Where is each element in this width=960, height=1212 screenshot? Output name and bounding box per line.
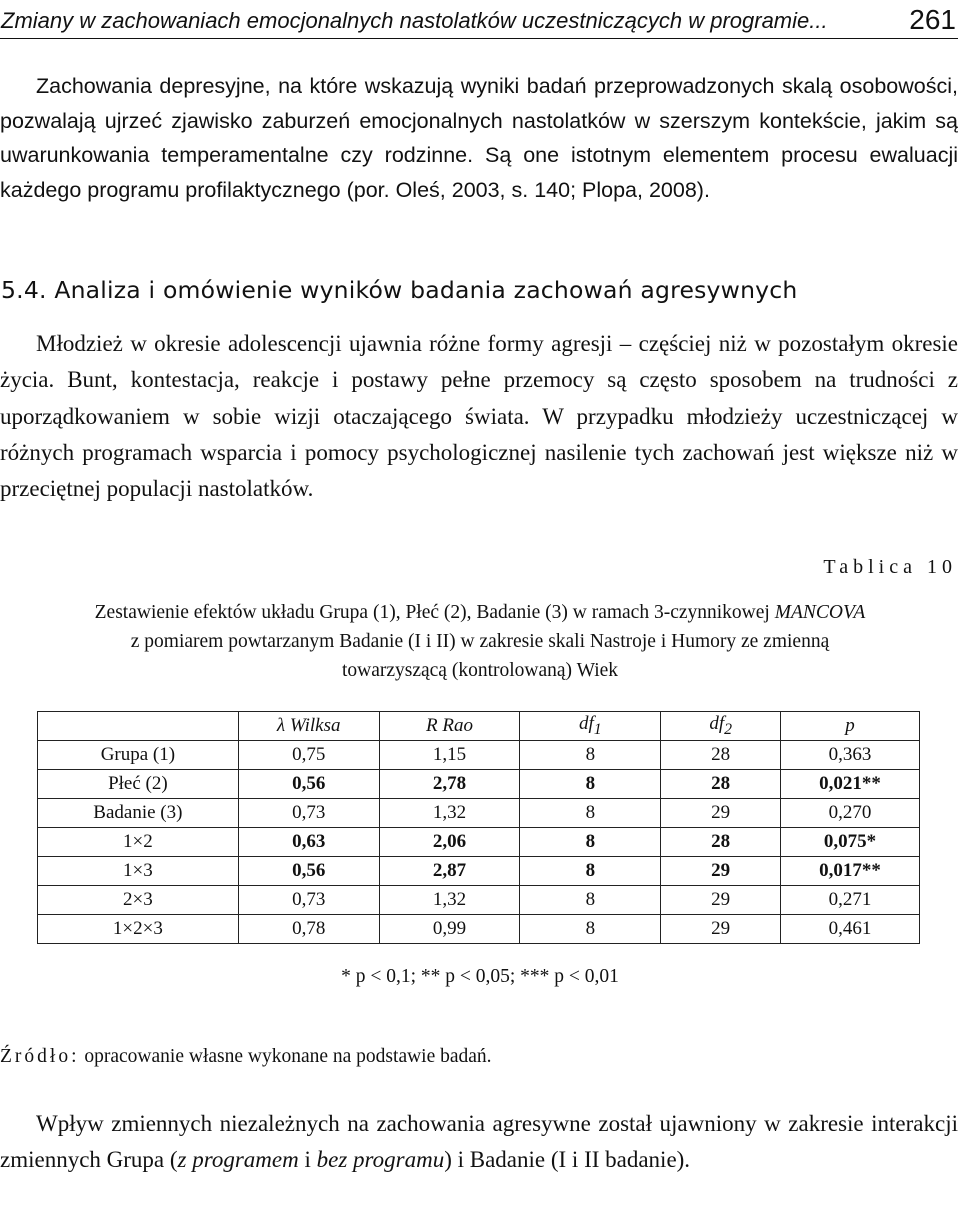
- row-label-cell: 1×2×3: [38, 915, 239, 944]
- table-cell-p: 0,363: [781, 741, 920, 770]
- table-row: [38, 741, 920, 770]
- closing-paragraph: [0, 1106, 958, 1179]
- section-paragraph-block: [0, 326, 958, 507]
- results-table: [37, 711, 920, 944]
- table-cell-wilks: 0,73: [238, 886, 379, 915]
- table-cell-df2: 28: [661, 828, 781, 857]
- table-row: [38, 828, 920, 857]
- table-cell-df2: 28: [661, 741, 781, 770]
- table-cell-rao: 0,99: [379, 915, 520, 944]
- table-cell-wilks: 0,75: [238, 741, 379, 770]
- table-source: [0, 1046, 492, 1068]
- header-p: p: [781, 712, 920, 741]
- row-label-cell: Płeć (2): [38, 770, 239, 799]
- table-label: Tablica 10: [823, 556, 957, 578]
- table-cell-p: 0,017**: [781, 857, 920, 886]
- table-cell-rao: 2,78: [379, 770, 520, 799]
- table-row: [38, 886, 920, 915]
- table-cell-df2: 29: [661, 915, 781, 944]
- table-cell-df1: 8: [520, 828, 661, 857]
- closing-part-1: Wpływ zmiennych niezależnych na zachowania agresywne został ujawniony w zakresie interakcji zmiennych Grupa (: [0, 1111, 958, 1173]
- table-cell-df2: 29: [661, 799, 781, 828]
- table-cell-wilks: 0,73: [238, 799, 379, 828]
- table-cell-df1: 8: [520, 741, 661, 770]
- closing-paragraph-block: [0, 1106, 958, 1179]
- table-cell-df1: 8: [520, 799, 661, 828]
- table-cell-df1: 8: [520, 770, 661, 799]
- table-row: [38, 799, 920, 828]
- header-df2: [661, 712, 781, 741]
- row-label-cell: 1×2: [38, 828, 239, 857]
- row-label-cell: Grupa (1): [38, 741, 239, 770]
- header-df1: [520, 712, 661, 741]
- table-cell-wilks: 0,78: [238, 915, 379, 944]
- caption-line-1-main: Zestawienie efektów układu Grupa (1), Płeć (2), Badanie (3) w ramach 3-czynnikowej: [94, 602, 775, 623]
- table-cell-rao: 1,32: [379, 799, 520, 828]
- intro-paragraph: Zachowania depresyjne, na które wskazują wyniki badań przeprowadzonych skalą osobowości, pozwalają ujrzeć zjawisko zaburzeń emocjonalnych nastolatków w szerszym kontekście, jakim są uwarunkowania temperamentalne czy rodzinne. Są one istotnym elementem procesu ewaluacji każdego programu profilaktycznego (por. Oleś, 2003, s. 140; Plopa, 2008).: [0, 74, 958, 202]
- closing-italic-1: z programem: [177, 1147, 299, 1173]
- table-cell-wilks: 0,56: [238, 857, 379, 886]
- source-text: opracowanie własne wykonane na podstawie badań.: [79, 1046, 492, 1067]
- source-label: Źródło:: [0, 1046, 80, 1067]
- header-df2-text: df: [709, 713, 725, 735]
- row-label-cell: 2×3: [38, 886, 239, 915]
- table-cell-rao: 1,32: [379, 886, 520, 915]
- table-cell-p: 0,461: [781, 915, 920, 944]
- table-footnote: * p < 0,1; ** p < 0,05; *** p < 0,01: [341, 966, 619, 987]
- section-heading: 5.4. Analiza i omówienie wyników badania zachowań agresywnych: [1, 276, 798, 304]
- table-cell-wilks: 0,56: [238, 770, 379, 799]
- table-row: [38, 857, 920, 886]
- running-header: [0, 4, 958, 39]
- row-label-cell: 1×3: [38, 857, 239, 886]
- table-cell-p: 0,271: [781, 886, 920, 915]
- table-cell-p: 0,270: [781, 799, 920, 828]
- table-cell-df1: 8: [520, 915, 661, 944]
- row-label-cell: Badanie (3): [38, 799, 239, 828]
- table-cell-rao: 2,87: [379, 857, 520, 886]
- header-rrao: R Rao: [379, 712, 520, 741]
- table-cell-rao: 1,15: [379, 741, 520, 770]
- section-paragraph: Młodzież w okresie adolescencji ujawnia różne formy agresji – częściej niż w pozostałym okresie życia. Bunt, kontestacja, reakcje i postawy pełne przemocy są często sposobem na trudności z uporządkowaniem w sobie wizji otaczającego świata. W przypadku młodzieży uczestniczącej w różnych programach wsparcia i pomocy psychologicznej nasilenie tych zachowań jest większe niż w przeciętnej populacji nastolatków.: [0, 331, 958, 502]
- caption-line-1: [0, 598, 960, 627]
- caption-mancova: MANCOVA: [774, 602, 866, 623]
- header-df2-sub: 2: [724, 720, 733, 738]
- table-cell-df2: 29: [661, 886, 781, 915]
- table-row: [38, 770, 920, 799]
- table-cell-df2: 29: [661, 857, 781, 886]
- header-df1-text: df: [579, 713, 594, 735]
- closing-italic-2: bez programu: [316, 1147, 445, 1173]
- table-cell-df2: 28: [661, 770, 781, 799]
- closing-part-3: ) i Badanie (I i II badanie).: [444, 1147, 691, 1173]
- table-cell-df1: 8: [520, 886, 661, 915]
- table-body: [38, 741, 920, 944]
- header-empty: [38, 712, 239, 741]
- table-row: [38, 915, 920, 944]
- table-cell-rao: 2,06: [379, 828, 520, 857]
- table-caption: [0, 598, 960, 685]
- caption-line-3: towarzyszącą (kontrolowaną) Wiek: [341, 660, 619, 681]
- table-header-row: [38, 712, 920, 741]
- running-title: Zmiany w zachowaniach emocjonalnych nastolatków uczestniczących w programie...: [1, 8, 828, 33]
- header-wilks: λ Wilksa: [238, 712, 379, 741]
- intro-paragraph-block: [0, 69, 958, 207]
- header-df1-sub: 1: [593, 720, 602, 738]
- closing-part-2: i: [298, 1147, 317, 1173]
- page-number: 261: [909, 4, 956, 35]
- table-cell-wilks: 0,63: [238, 828, 379, 857]
- table-cell-p: 0,075*: [781, 828, 920, 857]
- caption-line-2: z pomiarem powtarzanym Badanie (I i II) w zakresie skali Nastroje i Humory ze zmienną: [130, 631, 830, 652]
- table-cell-p: 0,021**: [781, 770, 920, 799]
- table-cell-df1: 8: [520, 857, 661, 886]
